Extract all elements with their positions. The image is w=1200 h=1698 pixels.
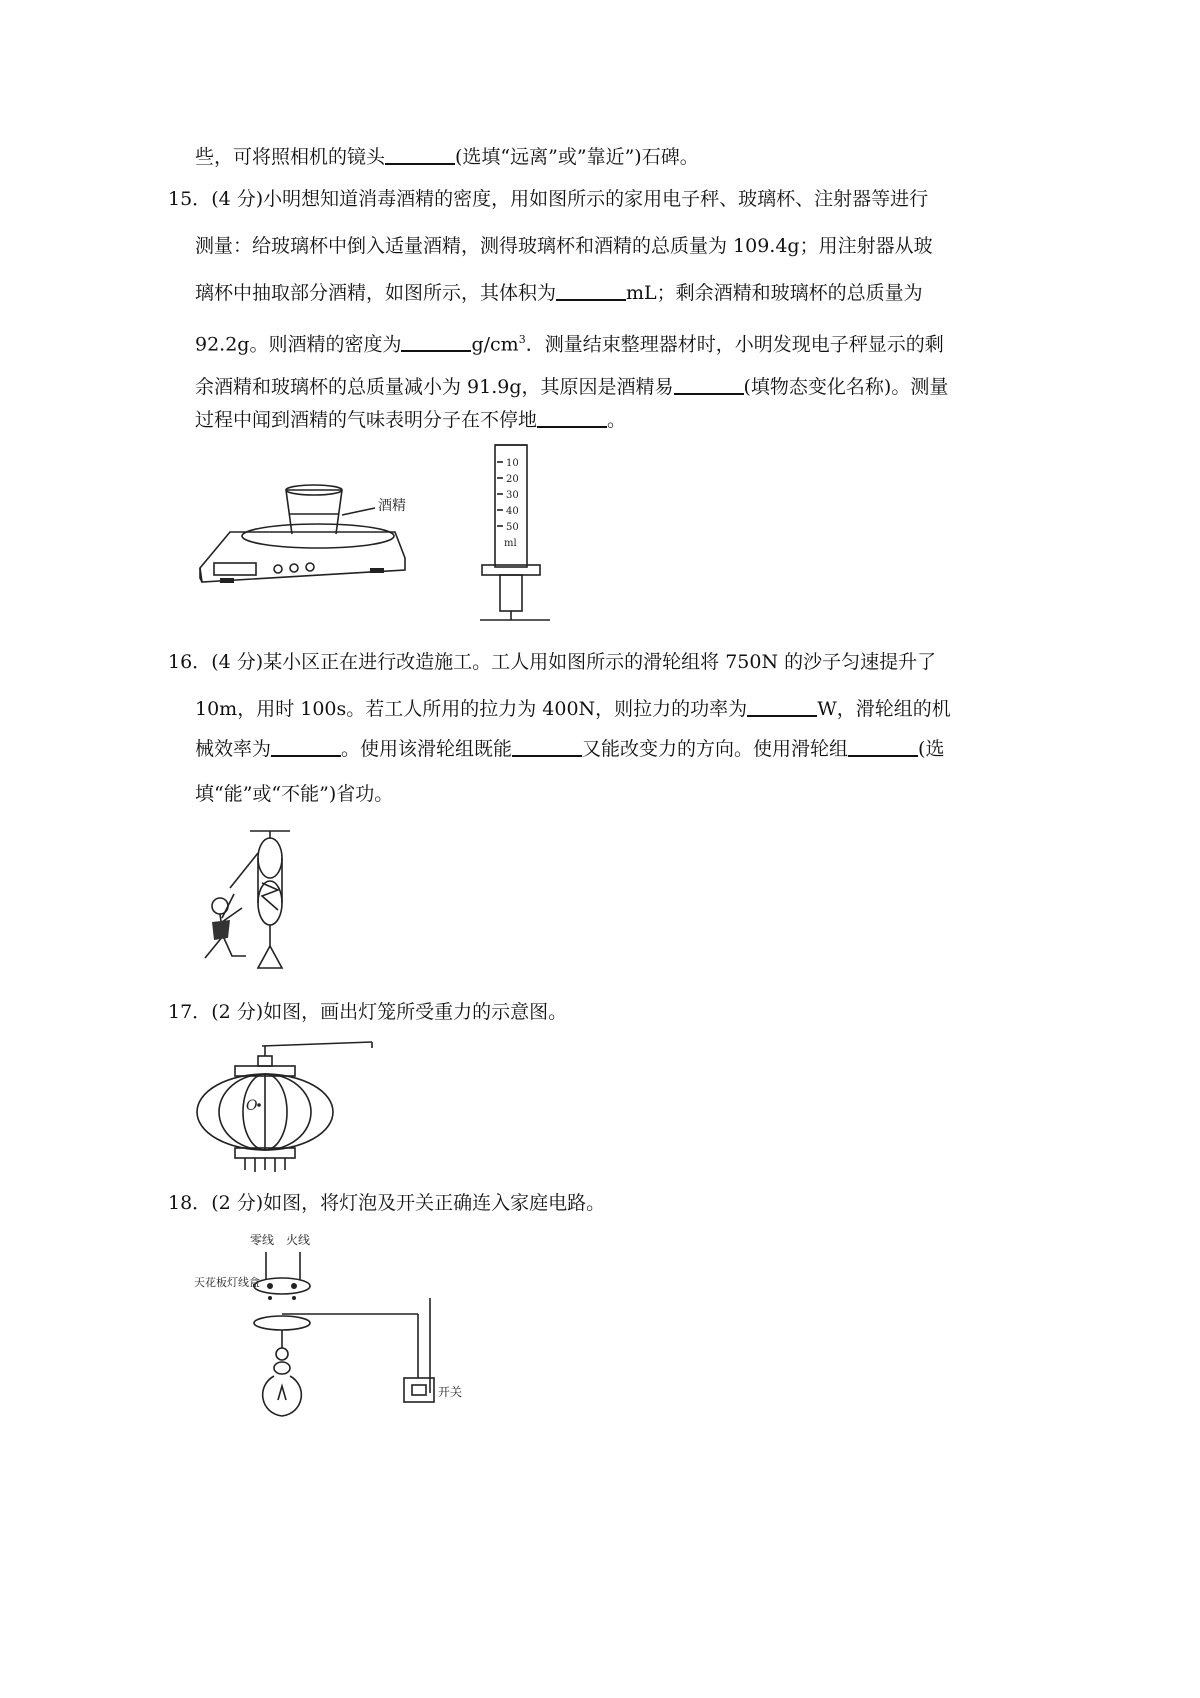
lantern-center-label: O: [246, 1098, 258, 1114]
svg-text:30: 30: [506, 490, 519, 501]
question-18-text: 如图，将灯泡及开关正确连入家庭电路。: [263, 1192, 606, 1214]
wiring-figure: [190, 1228, 480, 1428]
question-15-line-3: 璃杯中抽取部分酒精，如图所示，其体积为 mL；剩余酒精和玻璃杯的总质量为: [195, 282, 923, 304]
question-15-line-6: 过程中闻到酒精的气味表明分子在不停地 。: [195, 409, 627, 431]
answer-blank[interactable]: [537, 408, 607, 428]
switch-label: 开关: [438, 1385, 463, 1399]
syringe-figure: [470, 440, 560, 630]
answer-blank[interactable]: [747, 697, 817, 717]
ceiling-box-label: 天花板灯线盒: [194, 1276, 260, 1289]
svg-text:50: 50: [506, 522, 519, 533]
question-16-line-4: 填“能”或“不能”)省功。: [195, 783, 394, 805]
answer-blank[interactable]: [556, 281, 626, 301]
question-15-line-2: 测量：给玻璃杯中倒入适量酒精，测得玻璃杯和酒精的总质量为 109.4g；用注射器从玻: [195, 235, 933, 257]
question-15-line-1: 小明想知道消毒酒精的密度，用如图所示的家用电子秤、玻璃杯、注射器等进行: [263, 188, 929, 210]
answer-blank[interactable]: [848, 737, 918, 757]
lantern-figure: [190, 1038, 390, 1176]
question-17-text: 如图，画出灯笼所受重力的示意图。: [263, 1001, 568, 1023]
neutral-wire-label: 零线: [250, 1233, 275, 1247]
question-17-number: 17．(2 分)如图，画出灯笼所受重力的示意图。: [168, 1001, 568, 1023]
question-15-number: 15．(4 分)小明想知道消毒酒精的密度，用如图所示的家用电子秤、玻璃杯、注射器等进行: [168, 188, 929, 210]
answer-blank[interactable]: [401, 332, 471, 352]
intro-line: [195, 143, 699, 171]
question-18-score: (2 分): [211, 1192, 264, 1214]
svg-text:ml: ml: [504, 538, 517, 549]
question-17-score: (2 分): [211, 1001, 264, 1023]
question-16-score: (4 分): [211, 651, 264, 673]
question-15-line-5: 余酒精和玻璃杯的总质量减小为 91.9g，其原因是酒精易 (填物态变化名称)。测量: [195, 376, 949, 398]
svg-text:20: 20: [506, 474, 519, 485]
pulley-figure: [190, 828, 310, 978]
intro-text-a: 些，可将照相机的镜头: [195, 146, 386, 168]
scale-figure: [190, 470, 420, 590]
svg-text:40: 40: [506, 506, 519, 517]
svg-text:10: 10: [506, 458, 519, 469]
question-15-line-4: 92.2g。则酒精的密度为 $g/cm^3$．测量结束整理器材时，小明发现电子秤显示的剩: [195, 333, 944, 356]
question-18-number: 18．(2 分)如图，将灯泡及开关正确连入家庭电路。: [168, 1192, 606, 1214]
question-15-score: (4 分): [211, 188, 264, 210]
question-16-line-1: 某小区正在进行改造施工。工人用如图所示的滑轮组将 750N 的沙子匀速提升了: [263, 651, 937, 673]
alcohol-label: 酒精: [378, 498, 406, 514]
answer-blank[interactable]: [674, 375, 744, 395]
question-16-line-2: 10m，用时 100s。若工人所用的拉力为 400N，则拉力的功率为 W，滑轮组的机: [195, 698, 951, 720]
answer-blank[interactable]: [271, 737, 341, 757]
live-wire-label: 火线: [286, 1233, 311, 1247]
answer-blank[interactable]: [512, 737, 582, 757]
question-16-line-3: 械效率为 。使用该滑轮组既能 又能改变力的方向。使用滑轮组 (选: [195, 738, 945, 760]
intro-text-b: (选填“远离”或”靠近”)石碑。: [455, 146, 699, 168]
answer-blank[interactable]: [385, 145, 455, 165]
question-16-number: 16．(4 分)某小区正在进行改造施工。工人用如图所示的滑轮组将 750N 的沙子匀速提升了: [168, 651, 937, 673]
syringe-scale: [497, 458, 519, 549]
